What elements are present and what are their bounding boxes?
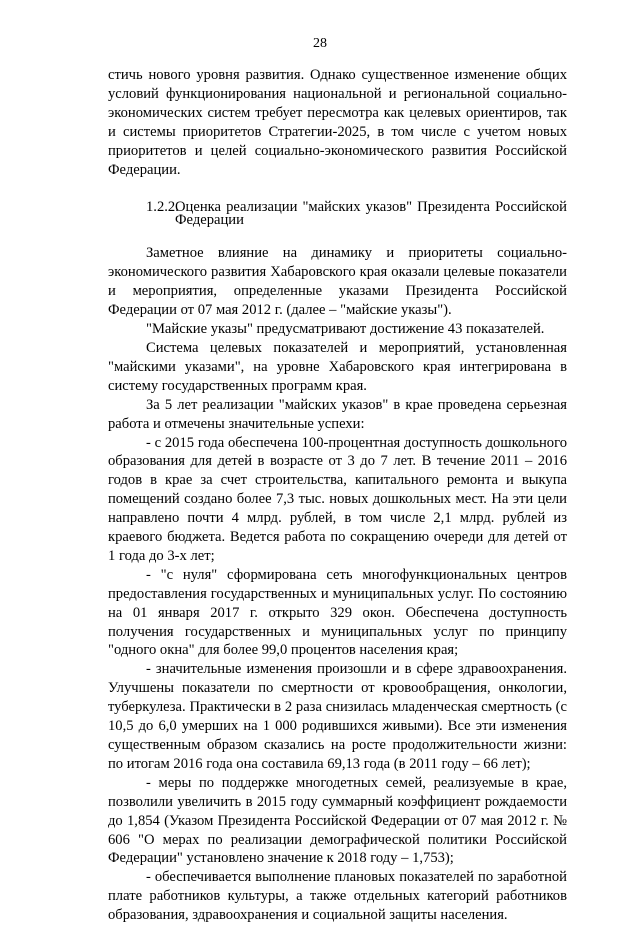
paragraph-system-integration: Система целевых показателей и мероприятий, установленная "майскими указами", на уровне Хабаровского края интегрирована в систему государственных программ края. [108,339,567,394]
paragraph-influence: Заметное влияние на динамику и приоритеты социально-экономического развития Хабаровского края оказали целевые показатели и мероприятия, определенные указами Президента Российской Федерации от 07 мая 2012 г. (далее – "майские указы"). [108,245,567,319]
page-number: 28 [313,36,327,51]
intro-paragraph: стичь нового уровня развития. Однако существенное изменение общих условий функционирования национальной и региональной социально-экономических систем требует пересмотра как целевых ориентиров, так и системы приоритетов Стратегии-2025, в том числе с учетом новых приоритетов и целей социально-экономического развития Российской Федерации. [108,67,567,178]
paragraph-indicators-count: "Майские указы" предусматривают достижение 43 показателей. [146,321,545,338]
list-item-preschool: - с 2015 года обеспечена 100-процентная доступность дошкольного образования для детей в возрасте от 3 до 7 лет. В течение 2011 – 2016 годов в крае за счет строительства, капитального ремонта и выкупа помещений создано более 7,3 тыс. новых дошкольных мест. На эти цели направлено почти 4 млрд. рублей, в том числе 2,1 млрд. рублей из краевого бюджета. Ведется работа по сокращению очереди для детей от 1 года до 3-х лет; [108,434,567,564]
page-content [108,66,567,925]
section-title: Оценка реализации "майских указов" Президента Российской Федерации [175,199,567,228]
paragraph-five-years: За 5 лет реализации "майских указов" в крае проведена серьезная работа и отмечены значительные успехи: [108,396,567,432]
section-heading [108,201,567,226]
section-number: 1.2.2. [146,199,179,216]
list-item-salaries: - обеспечивается выполнение плановых показателей по заработной плате работников культуры, а также отдельных категорий работников образования, здравоохранения и социальной защиты населения. [108,869,567,924]
list-item-healthcare: - значительные изменения произошли и в сфере здравоохранения. Улучшены показатели по смертности от кровообращения, онкологии, туберкулеза. Практически в 2 раза снизилась младенческая смертность (с 10,5 до 6,0 умерших на 1 000 родившихся живыми). Все эти изменения существенным образом сказались на росте продолжительности жизни: по итогам 2016 года она составила 69,13 года (в 2011 году – 66 лет); [108,661,567,772]
list-item-families: - меры по поддержке многодетных семей, реализуемые в крае, позволили увеличить в 2015 году суммарный коэффициент рождаемости до 1,854 (Указом Президента Российской Федерации от 07 мая 2012 г. № 606 "О мерах по реализации демографической политики Российской Федерации" установлено значение к 2018 году – 1,753); [108,774,567,867]
list-item-mfc: - "с нуля" сформирована сеть многофункциональных центров предоставления государственных и муниципальных услуг. По состоянию на 01 января 2017 г. открыто 329 окон. Обеспечена доступность получения государственных и муниципальных услуг по принципу "одного окна" для более 99,0 процентов населения края; [108,566,567,659]
